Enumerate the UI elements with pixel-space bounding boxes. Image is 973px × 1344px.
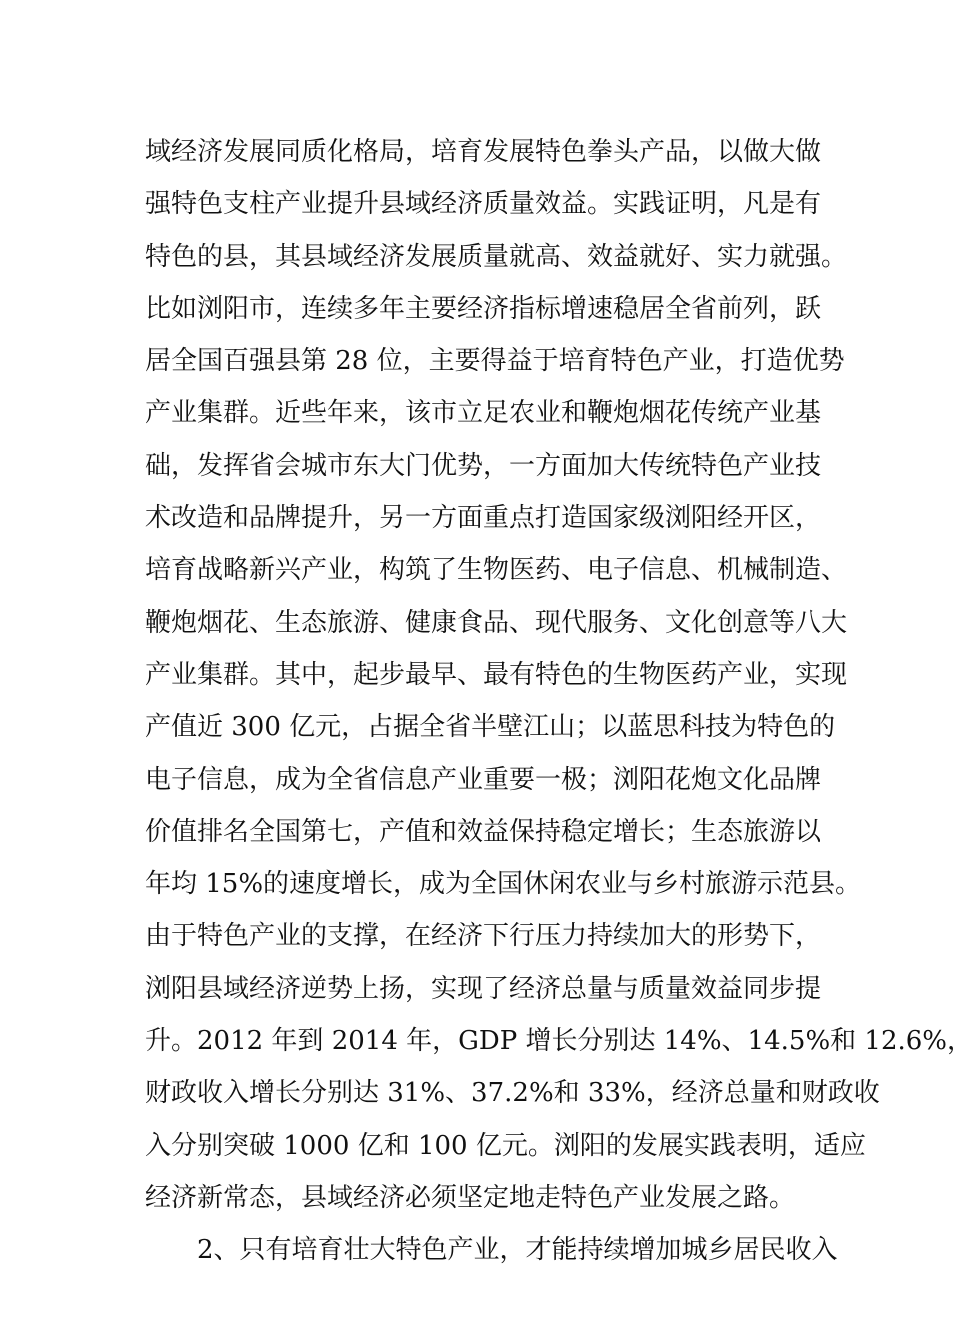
text-line: 电子信息，成为全省信息产业重要一极；浏阳花炮文化品牌 (145, 764, 822, 795)
text-line: 域经济发展同质化格局，培育发展特色拳头产品，以做大做 (145, 137, 822, 167)
text-line: 价值排名全国第七，产值和效益保持稳定增长；生态旅游以 (145, 816, 822, 847)
text-line: 强特色支柱产业提升县域经济质量效益。实践证明，凡是有 (145, 189, 822, 220)
text-line: 升。2012 年到 2014 年，GDP 增长分别达 14%、14.5%和 12.6%， (145, 1026, 973, 1057)
text-line: 产业集群。近些年来，该市立足农业和鞭炮烟花传统产业基 (145, 398, 822, 429)
text-line: 财政收入增长分别达 31%、37.2%和 33%，经济总量和财政收 (145, 1078, 880, 1109)
text-line: 础，发挥省会城市东大门优势，一方面加大传统特色产业技 (145, 450, 822, 481)
paragraph-last-line: 经济新常态，县域经济必须坚定地走特色产业发展之路。 (145, 1182, 796, 1213)
text-line: 术改造和品牌提升，另一方面重点打造国家级浏阳经开区， (145, 503, 822, 534)
text-line: 培育战略新兴产业，构筑了生物医药、电子信息、机械制造、 (145, 555, 848, 586)
body-text (145, 126, 973, 1277)
text-line: 比如浏阳市，连续多年主要经济指标增速稳居全省前列，跃 (145, 293, 822, 324)
text-line: 产业集群。其中，起步最早、最有特色的生物医药产业，实现 (145, 659, 848, 690)
text-line: 年均 15%的速度增长，成为全国休闲农业与乡村旅游示范县。 (145, 869, 862, 900)
text-line: 特色的县，其县域经济发展质量就高、效益就好、实力就强。 (145, 241, 848, 272)
section-heading: 2、只有培育壮大特色产业，才能持续增加城乡居民收入 (197, 1235, 838, 1266)
text-line: 居全国百强县第 28 位，主要得益于培育特色产业，打造优势 (145, 346, 845, 377)
text-line: 浏阳县域经济逆势上扬，实现了经济总量与质量效益同步提 (145, 973, 822, 1004)
text-line: 入分别突破 1000 亿和 100 亿元。浏阳的发展实践表明，适应 (145, 1130, 866, 1161)
text-line: 产值近 300 亿元，占据全省半壁江山；以蓝思科技为特色的 (145, 712, 836, 743)
text-line: 鞭炮烟花、生态旅游、健康食品、现代服务、文化创意等八大 (145, 607, 848, 638)
text-line: 由于特色产业的支撑，在经济下行压力持续加大的形势下， (145, 921, 822, 952)
